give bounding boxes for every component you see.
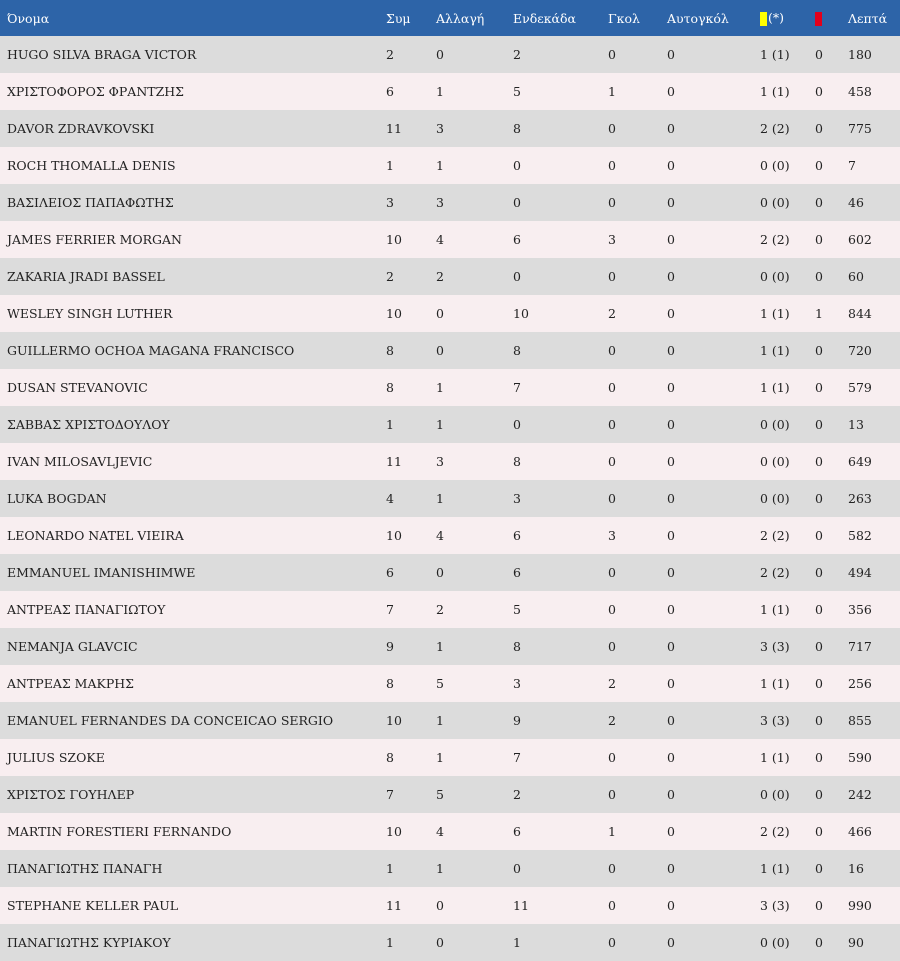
red-cards-cell: 0 — [815, 417, 823, 432]
table-row — [0, 924, 900, 961]
yellow-cards-cell: 1 (1) — [760, 380, 790, 395]
player-name-cell: ΠΑΝΑΓΙΩΤΗΣ ΠΑΝΑΓΗ — [7, 861, 163, 876]
substitutions-cell: 0 — [436, 47, 444, 62]
yellow-cards-cell: 0 (0) — [760, 787, 790, 802]
table-header — [0, 0, 900, 36]
minutes-cell: 844 — [848, 306, 872, 321]
starting-cell: 8 — [513, 454, 521, 469]
player-name-cell: EMMANUEL IMANISHIMWE — [7, 565, 196, 580]
red-cards-cell: 0 — [815, 454, 823, 469]
minutes-cell: 242 — [848, 787, 872, 802]
col-header-appearances[interactable]: Συμ — [386, 10, 411, 26]
minutes-cell: 256 — [848, 676, 872, 691]
appearances-cell: 8 — [386, 750, 394, 765]
starting-cell: 9 — [513, 713, 521, 728]
player-name-cell: NEMANJA GLAVCIC — [7, 639, 138, 654]
red-cards-cell: 0 — [815, 343, 823, 358]
appearances-cell: 9 — [386, 639, 394, 654]
own-goals-cell: 0 — [667, 454, 675, 469]
col-header-minutes[interactable]: Λεπτά — [848, 10, 888, 26]
yellow-card-icon — [760, 12, 767, 26]
yellow-cards-cell: 1 (1) — [760, 861, 790, 876]
starting-cell: 0 — [513, 269, 521, 284]
own-goals-cell: 0 — [667, 343, 675, 358]
appearances-cell: 11 — [386, 454, 402, 469]
goals-cell: 0 — [608, 898, 616, 913]
yellow-cards-cell: 1 (1) — [760, 47, 790, 62]
goals-cell: 0 — [608, 787, 616, 802]
substitutions-cell: 0 — [436, 935, 444, 950]
own-goals-cell: 0 — [667, 158, 675, 173]
table-row — [0, 739, 900, 776]
red-card-icon — [815, 12, 822, 26]
table-row — [0, 73, 900, 110]
red-cards-cell: 0 — [815, 491, 823, 506]
table-row — [0, 887, 900, 924]
col-header-red-cards[interactable] — [815, 0, 848, 36]
table-row — [0, 406, 900, 443]
appearances-cell: 7 — [386, 787, 394, 802]
table-row — [0, 36, 900, 73]
own-goals-cell: 0 — [667, 269, 675, 284]
goals-cell: 0 — [608, 935, 616, 950]
starting-cell: 8 — [513, 639, 521, 654]
minutes-cell: 649 — [848, 454, 872, 469]
player-name-cell: ΠΑΝΑΓΙΩΤΗΣ ΚΥΡΙΑΚΟΥ — [7, 935, 171, 950]
red-cards-cell: 0 — [815, 269, 823, 284]
minutes-cell: 990 — [848, 898, 872, 913]
yellow-cards-cell: 2 (2) — [760, 121, 790, 136]
substitutions-cell: 4 — [436, 232, 444, 247]
own-goals-cell: 0 — [667, 417, 675, 432]
player-name-cell: LEONARDO NATEL VIEIRA — [7, 528, 184, 543]
minutes-cell: 602 — [848, 232, 872, 247]
goals-cell: 0 — [608, 417, 616, 432]
appearances-cell: 7 — [386, 602, 394, 617]
player-name-cell: ΒΑΣΙΛΕΙΟΣ ΠΑΠΑΦΩΤΗΣ — [7, 195, 174, 210]
own-goals-cell: 0 — [667, 824, 675, 839]
appearances-cell: 6 — [386, 84, 394, 99]
goals-cell: 0 — [608, 750, 616, 765]
goals-cell: 0 — [608, 158, 616, 173]
player-name-cell: ROCH THOMALLA DENIS — [7, 158, 176, 173]
player-name-cell: ΣΑΒΒΑΣ ΧΡΙΣΤΟΔΟΥΛΟΥ — [7, 417, 170, 432]
own-goals-cell: 0 — [667, 750, 675, 765]
substitutions-cell: 1 — [436, 380, 444, 395]
red-cards-cell: 0 — [815, 713, 823, 728]
appearances-cell: 4 — [386, 491, 394, 506]
red-cards-cell: 0 — [815, 676, 823, 691]
appearances-cell: 10 — [386, 824, 402, 839]
own-goals-cell: 0 — [667, 861, 675, 876]
substitutions-cell: 2 — [436, 269, 444, 284]
own-goals-cell: 0 — [667, 232, 675, 247]
minutes-cell: 582 — [848, 528, 872, 543]
table-row — [0, 258, 900, 295]
yellow-cards-cell: 0 (0) — [760, 491, 790, 506]
red-cards-cell: 0 — [815, 935, 823, 950]
goals-cell: 1 — [608, 84, 616, 99]
table-row — [0, 591, 900, 628]
substitutions-cell: 3 — [436, 121, 444, 136]
own-goals-cell: 0 — [667, 935, 675, 950]
appearances-cell: 3 — [386, 195, 394, 210]
own-goals-cell: 0 — [667, 602, 675, 617]
minutes-cell: 180 — [848, 47, 872, 62]
col-header-own-goals[interactable]: Αυτογκόλ — [667, 10, 729, 26]
appearances-cell: 10 — [386, 713, 402, 728]
own-goals-cell: 0 — [667, 898, 675, 913]
red-cards-cell: 0 — [815, 787, 823, 802]
own-goals-cell: 0 — [667, 121, 675, 136]
table-row — [0, 480, 900, 517]
substitutions-cell: 1 — [436, 158, 444, 173]
own-goals-cell: 0 — [667, 380, 675, 395]
player-name-cell: DAVOR ZDRAVKOVSKI — [7, 121, 155, 136]
minutes-cell: 60 — [848, 269, 864, 284]
minutes-cell: 775 — [848, 121, 872, 136]
substitutions-cell: 1 — [436, 861, 444, 876]
own-goals-cell: 0 — [667, 787, 675, 802]
yellow-cards-cell: 1 (1) — [760, 602, 790, 617]
starting-cell: 10 — [513, 306, 529, 321]
goals-cell: 3 — [608, 232, 616, 247]
minutes-cell: 494 — [848, 565, 872, 580]
goals-cell: 0 — [608, 861, 616, 876]
red-cards-cell: 0 — [815, 639, 823, 654]
substitutions-cell: 0 — [436, 898, 444, 913]
goals-cell: 0 — [608, 639, 616, 654]
substitutions-cell: 0 — [436, 306, 444, 321]
col-header-goals[interactable]: Γκολ — [608, 10, 640, 26]
yellow-cards-cell: 1 (1) — [760, 750, 790, 765]
player-name-cell: HUGO SILVA BRAGA VICTOR — [7, 47, 197, 62]
minutes-cell: 717 — [848, 639, 872, 654]
starting-cell: 6 — [513, 528, 521, 543]
minutes-cell: 356 — [848, 602, 872, 617]
substitutions-cell: 1 — [436, 491, 444, 506]
goals-cell: 0 — [608, 565, 616, 580]
appearances-cell: 8 — [386, 676, 394, 691]
table-row — [0, 665, 900, 702]
red-cards-cell: 1 — [815, 306, 823, 321]
substitutions-cell: 5 — [436, 787, 444, 802]
minutes-cell: 458 — [848, 84, 872, 99]
minutes-cell: 855 — [848, 713, 872, 728]
table-row — [0, 702, 900, 739]
player-name-cell: ΑΝΤΡΕΑΣ ΠΑΝΑΓΙΩΤΟΥ — [7, 602, 166, 617]
minutes-cell: 90 — [848, 935, 864, 950]
goals-cell: 2 — [608, 676, 616, 691]
starting-cell: 8 — [513, 121, 521, 136]
appearances-cell: 1 — [386, 158, 394, 173]
substitutions-cell: 3 — [436, 454, 444, 469]
appearances-cell: 8 — [386, 380, 394, 395]
substitutions-cell: 1 — [436, 417, 444, 432]
red-cards-cell: 0 — [815, 565, 823, 580]
table-row — [0, 776, 900, 813]
yellow-cards-cell: 3 (3) — [760, 898, 790, 913]
starting-cell: 3 — [513, 491, 521, 506]
goals-cell: 2 — [608, 306, 616, 321]
substitutions-cell: 1 — [436, 639, 444, 654]
substitutions-cell: 1 — [436, 84, 444, 99]
starting-cell: 2 — [513, 47, 521, 62]
table-row — [0, 221, 900, 258]
minutes-cell: 263 — [848, 491, 872, 506]
substitutions-cell: 3 — [436, 195, 444, 210]
starting-cell: 7 — [513, 750, 521, 765]
red-cards-cell: 0 — [815, 121, 823, 136]
player-name-cell: LUKA BOGDAN — [7, 491, 107, 506]
goals-cell: 0 — [608, 602, 616, 617]
substitutions-cell: 4 — [436, 528, 444, 543]
appearances-cell: 10 — [386, 528, 402, 543]
appearances-cell: 1 — [386, 935, 394, 950]
goals-cell: 0 — [608, 269, 616, 284]
substitutions-cell: 4 — [436, 824, 444, 839]
appearances-cell: 8 — [386, 343, 394, 358]
starting-cell: 5 — [513, 602, 521, 617]
red-cards-cell: 0 — [815, 602, 823, 617]
goals-cell: 0 — [608, 454, 616, 469]
appearances-cell: 1 — [386, 417, 394, 432]
goals-cell: 0 — [608, 380, 616, 395]
minutes-cell: 46 — [848, 195, 864, 210]
yellow-cards-cell: 1 (1) — [760, 306, 790, 321]
appearances-cell: 2 — [386, 47, 394, 62]
yellow-cards-cell: 2 (2) — [760, 824, 790, 839]
starting-cell: 0 — [513, 417, 521, 432]
player-name-cell: JAMES FERRIER MORGAN — [7, 232, 182, 247]
player-name-cell: ΧΡΙΣΤΟΣ ΓΟΥΗΛΕΡ — [7, 787, 135, 802]
table-row — [0, 110, 900, 147]
col-header-yellow-cards[interactable] — [760, 0, 815, 36]
yellow-header-suffix: (*) — [768, 10, 785, 26]
own-goals-cell: 0 — [667, 639, 675, 654]
table-row — [0, 332, 900, 369]
col-header-substitutions[interactable]: Αλλαγή — [436, 10, 485, 26]
substitutions-cell: 5 — [436, 676, 444, 691]
appearances-cell: 6 — [386, 565, 394, 580]
yellow-cards-cell: 1 (1) — [760, 676, 790, 691]
yellow-cards-cell: 3 (3) — [760, 639, 790, 654]
substitutions-cell: 1 — [436, 750, 444, 765]
yellow-cards-cell: 1 (1) — [760, 343, 790, 358]
own-goals-cell: 0 — [667, 306, 675, 321]
own-goals-cell: 0 — [667, 528, 675, 543]
red-cards-cell: 0 — [815, 232, 823, 247]
minutes-cell: 16 — [848, 861, 864, 876]
starting-cell: 0 — [513, 861, 521, 876]
own-goals-cell: 0 — [667, 491, 675, 506]
own-goals-cell: 0 — [667, 195, 675, 210]
goals-cell: 1 — [608, 824, 616, 839]
table-row — [0, 628, 900, 665]
substitutions-cell: 0 — [436, 565, 444, 580]
table-row — [0, 554, 900, 591]
starting-cell: 11 — [513, 898, 529, 913]
col-header-starting[interactable]: Ενδεκάδα — [513, 10, 576, 26]
yellow-cards-cell: 0 (0) — [760, 935, 790, 950]
red-cards-cell: 0 — [815, 380, 823, 395]
player-name-cell: MARTIN FORESTIERI FERNANDO — [7, 824, 232, 839]
minutes-cell: 7 — [848, 158, 856, 173]
appearances-cell: 1 — [386, 861, 394, 876]
player-name-cell: DUSAN STEVANOVIC — [7, 380, 148, 395]
appearances-cell: 2 — [386, 269, 394, 284]
yellow-cards-cell: 0 (0) — [760, 454, 790, 469]
goals-cell: 0 — [608, 491, 616, 506]
substitutions-cell: 2 — [436, 602, 444, 617]
yellow-cards-cell: 2 (2) — [760, 565, 790, 580]
yellow-cards-cell: 2 (2) — [760, 528, 790, 543]
starting-cell: 8 — [513, 343, 521, 358]
red-cards-cell: 0 — [815, 47, 823, 62]
player-name-cell: ZAKARIA JRADI BASSEL — [7, 269, 165, 284]
substitutions-cell: 0 — [436, 343, 444, 358]
yellow-cards-cell: 0 (0) — [760, 195, 790, 210]
red-cards-cell: 0 — [815, 898, 823, 913]
starting-cell: 1 — [513, 935, 521, 950]
red-cards-cell: 0 — [815, 824, 823, 839]
starting-cell: 2 — [513, 787, 521, 802]
minutes-cell: 13 — [848, 417, 864, 432]
player-name-cell: IVAN MILOSAVLJEVIC — [7, 454, 153, 469]
player-name-cell: STEPHANE KELLER PAUL — [7, 898, 179, 913]
yellow-cards-cell: 0 (0) — [760, 417, 790, 432]
table-row — [0, 184, 900, 221]
minutes-cell: 720 — [848, 343, 872, 358]
red-cards-cell: 0 — [815, 195, 823, 210]
starting-cell: 6 — [513, 824, 521, 839]
starting-cell: 3 — [513, 676, 521, 691]
table-row — [0, 813, 900, 850]
goals-cell: 0 — [608, 195, 616, 210]
player-name-cell: ΑΝΤΡΕΑΣ ΜΑΚΡΗΣ — [7, 676, 134, 691]
minutes-cell: 590 — [848, 750, 872, 765]
table-row — [0, 443, 900, 480]
yellow-cards-cell: 0 (0) — [760, 158, 790, 173]
table-row — [0, 147, 900, 184]
goals-cell: 2 — [608, 713, 616, 728]
table-row — [0, 295, 900, 332]
appearances-cell: 10 — [386, 306, 402, 321]
starting-cell: 7 — [513, 380, 521, 395]
yellow-cards-cell: 2 (2) — [760, 232, 790, 247]
own-goals-cell: 0 — [667, 676, 675, 691]
red-cards-cell: 0 — [815, 528, 823, 543]
player-name-cell: JULIUS SZOKE — [7, 750, 105, 765]
red-cards-cell: 0 — [815, 158, 823, 173]
yellow-cards-cell: 3 (3) — [760, 713, 790, 728]
minutes-cell: 466 — [848, 824, 872, 839]
yellow-cards-cell: 0 (0) — [760, 269, 790, 284]
table-row — [0, 850, 900, 887]
table-row — [0, 517, 900, 554]
minutes-cell: 579 — [848, 380, 872, 395]
table-body — [0, 36, 900, 961]
player-name-cell: ΧΡΙΣΤΟΦΟΡΟΣ ΦΡΑΝΤΖΗΣ — [7, 84, 185, 99]
own-goals-cell: 0 — [667, 84, 675, 99]
player-name-cell: WESLEY SINGH LUTHER — [7, 306, 173, 321]
player-name-cell: EMANUEL FERNANDES DA CONCEICAO SERGIO — [7, 713, 334, 728]
red-cards-cell: 0 — [815, 84, 823, 99]
appearances-cell: 10 — [386, 232, 402, 247]
starting-cell: 5 — [513, 84, 521, 99]
goals-cell: 0 — [608, 343, 616, 358]
goals-cell: 0 — [608, 47, 616, 62]
appearances-cell: 11 — [386, 121, 402, 136]
starting-cell: 0 — [513, 195, 521, 210]
player-name-cell: GUILLERMO OCHOA MAGANA FRANCISCO — [7, 343, 295, 358]
appearances-cell: 11 — [386, 898, 402, 913]
table-row — [0, 369, 900, 406]
substitutions-cell: 1 — [436, 713, 444, 728]
goals-cell: 3 — [608, 528, 616, 543]
goals-cell: 0 — [608, 121, 616, 136]
starting-cell: 0 — [513, 158, 521, 173]
yellow-cards-cell: 1 (1) — [760, 84, 790, 99]
own-goals-cell: 0 — [667, 47, 675, 62]
red-cards-cell: 0 — [815, 750, 823, 765]
starting-cell: 6 — [513, 232, 521, 247]
starting-cell: 6 — [513, 565, 521, 580]
own-goals-cell: 0 — [667, 565, 675, 580]
red-cards-cell: 0 — [815, 861, 823, 876]
own-goals-cell: 0 — [667, 713, 675, 728]
col-header-name[interactable]: Όνομα — [7, 10, 50, 26]
header-row — [0, 0, 900, 36]
